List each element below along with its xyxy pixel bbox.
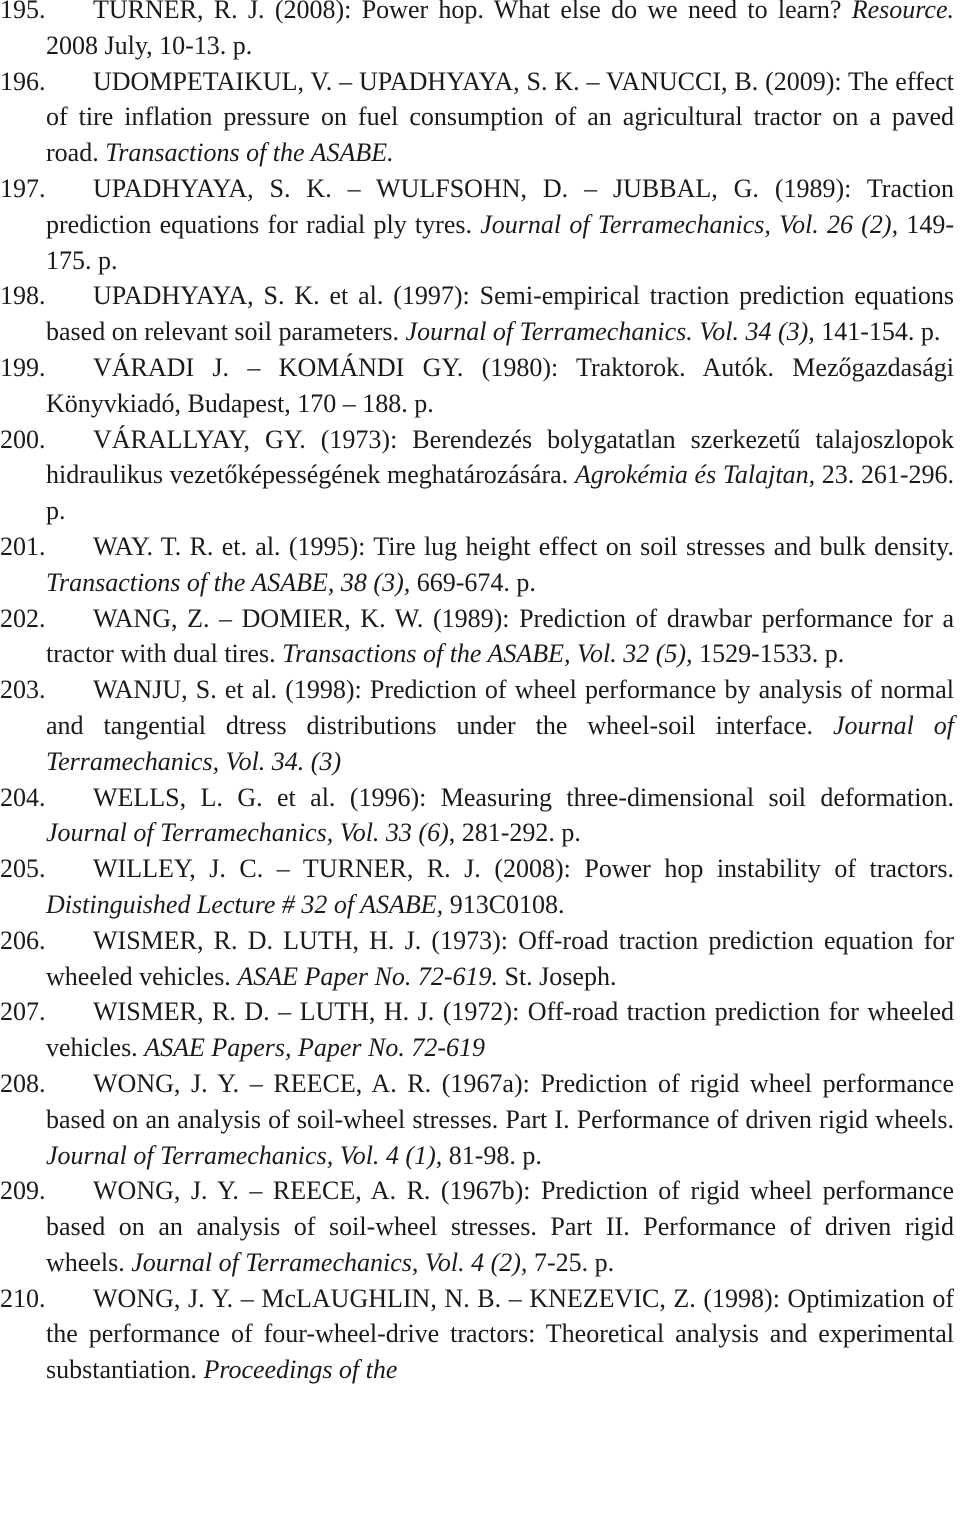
reference-entry [0,923,954,995]
reference-source: Journal of Terramechanics. Vol. 34 (3), [405,317,815,347]
reference-text: UPADHYAYA, S. K. et al. (1997): Semi-empirical traction prediction equations based on relevant soil parameters. [46,281,954,347]
reference-source: Journal of Terramechanics, Vol. 4 (2), [131,1247,528,1277]
reference-text: 7-25. p. [527,1247,615,1277]
reference-source: Agrokémia és Talajtan, [574,460,816,490]
reference-entry [0,851,954,923]
reference-entry [0,422,954,529]
reference-entry [0,529,954,601]
reference-text: WONG, J. Y. – REECE, A. R. (1967b): Prediction of rigid wheel performance based on an analysis of soil-wheel stresses. Part II. Performance of driven rigid wheels. [46,1176,954,1277]
reference-text: UDOMPETAIKUL, V. – UPADHYAYA, S. K. – VANUCCI, B. (2009): The effect of tire inflation pressure on fuel consumption of an agricultural tractor on a paved road. [46,66,954,168]
reference-source: Journal of Terramechanics, Vol. 26 (2), [480,209,899,239]
reference-source: ASAE Papers, Paper No. 72-619 [144,1033,486,1063]
reference-text: 913C0108. [443,889,565,919]
reference-text: WILLEY, J. C. – TURNER, R. J. (2008): Power hop instability of tractors. [93,854,954,884]
reference-number: 209. [0,1176,46,1206]
reference-text: , 281-292. p. [448,818,581,848]
reference-source: Distinguished Lecture # 32 of ASABE, [46,889,444,919]
reference-number: 199. [0,352,46,382]
reference-source: Transactions of the ASABE, Vol. 32 (5), [282,639,693,669]
reference-text: St. Joseph. [498,961,617,991]
reference-number: 204. [0,782,46,812]
reference-source: Journal of Terramechanics, Vol. 33 (6) [46,818,449,848]
reference-text: TURNER, R. J. (2008): Power hop. What else do we need to learn? [93,0,852,24]
reference-entry [0,780,954,852]
reference-number: 200. [0,424,46,454]
reference-text: WONG, J. Y. – REECE, A. R. (1967a): Prediction of rigid wheel performance based on an analysis of soil-wheel stresses. Part I. Performance of driven rigid wheels. [46,1068,954,1134]
reference-number: 210. [0,1283,46,1313]
reference-text: VÁRALLYAY, GY. (1973): Berendezés bolygatatlan szerkezetű talajoszlopok hidraulikus vezetőképességének meghatározására. [46,424,954,490]
reference-entry [0,0,954,64]
reference-number: 195. [0,0,46,24]
reference-number: 202. [0,603,46,633]
reference-entry [0,1173,954,1280]
reference-number: 201. [0,531,46,561]
reference-text: UPADHYAYA, S. K. – WULFSOHN, D. – JUBBAL, G. (1989): Traction prediction equations for radial ply tyres. [46,173,954,239]
reference-number: 203. [0,675,46,705]
reference-number: 208. [0,1068,46,1098]
reference-text: 23. 261-296. p. [46,460,954,526]
reference-source: Resource. [851,0,954,24]
reference-text: WAY. T. R. et. al. (1995): Tire lug height effect on soil stresses and bulk density. [93,531,954,561]
reference-entry [0,601,954,673]
reference-entry [0,278,954,350]
reference-text: VÁRADI J. – KOMÁNDI GY. (1980): Traktorok. Autók. Mezőgazdasági Könyvkiadó, Budapest, 170 – 188. p. [46,352,954,418]
reference-text: 2008 July, 10-13. p. [46,30,253,60]
reference-text: 669-674. p. [410,567,536,597]
reference-source: Transactions of the ASABE, 38 (3), [46,567,411,597]
reference-text: WONG, J. Y. – McLAUGHLIN, N. B. – KNEZEVIC, Z. (1998): Optimization of the performance of four-wheel-drive tractors: Theoretical analysis and experimental substantiation. [46,1283,954,1385]
reference-entry [0,64,954,171]
reference-number: 205. [0,854,46,884]
reference-text: 141-154. p. [814,317,941,347]
reference-number: 207. [0,997,46,1027]
reference-number: 206. [0,925,46,955]
reference-entry [0,1281,954,1388]
reference-text: WANG, Z. – DOMIER, K. W. (1989): Prediction of drawbar performance for a tractor with dual tires. [46,603,954,669]
reference-text: 1529-1533. p. [692,639,845,669]
reference-source: Journal of Terramechanics, Vol. 4 (1), [46,1140,443,1170]
reference-source: Journal of Terramechanics, Vol. 34. (3) [46,710,954,776]
reference-text: 149-175. p. [46,209,954,275]
reference-number: 196. [0,66,46,96]
reference-entry [0,171,954,278]
reference-entry [0,1066,954,1173]
reference-number: 197. [0,173,46,203]
reference-text: WISMER, R. D. – LUTH, H. J. (1972): Off-road traction prediction for wheeled vehicles. [46,997,954,1063]
reference-source: Proceedings of the [203,1355,398,1385]
reference-text: WISMER, R. D. LUTH, H. J. (1973): Off-road traction prediction equation for wheeled vehicles. [46,925,954,991]
reference-entry [0,350,954,422]
reference-source: Transactions of the ASABE. [105,138,394,168]
reference-source: ASAE Paper No. 72-619. [237,961,498,991]
reference-number: 198. [0,281,46,311]
reference-entry [0,672,954,779]
reference-entry [0,994,954,1066]
reference-text: WELLS, L. G. et al. (1996): Measuring three-dimensional soil deformation. [93,782,954,812]
reference-text: WANJU, S. et al. (1998): Prediction of wheel performance by analysis of normal and tangential dtress distributions under the wheel-soil interface. [46,675,954,740]
reference-text: 81-98. p. [442,1140,542,1170]
